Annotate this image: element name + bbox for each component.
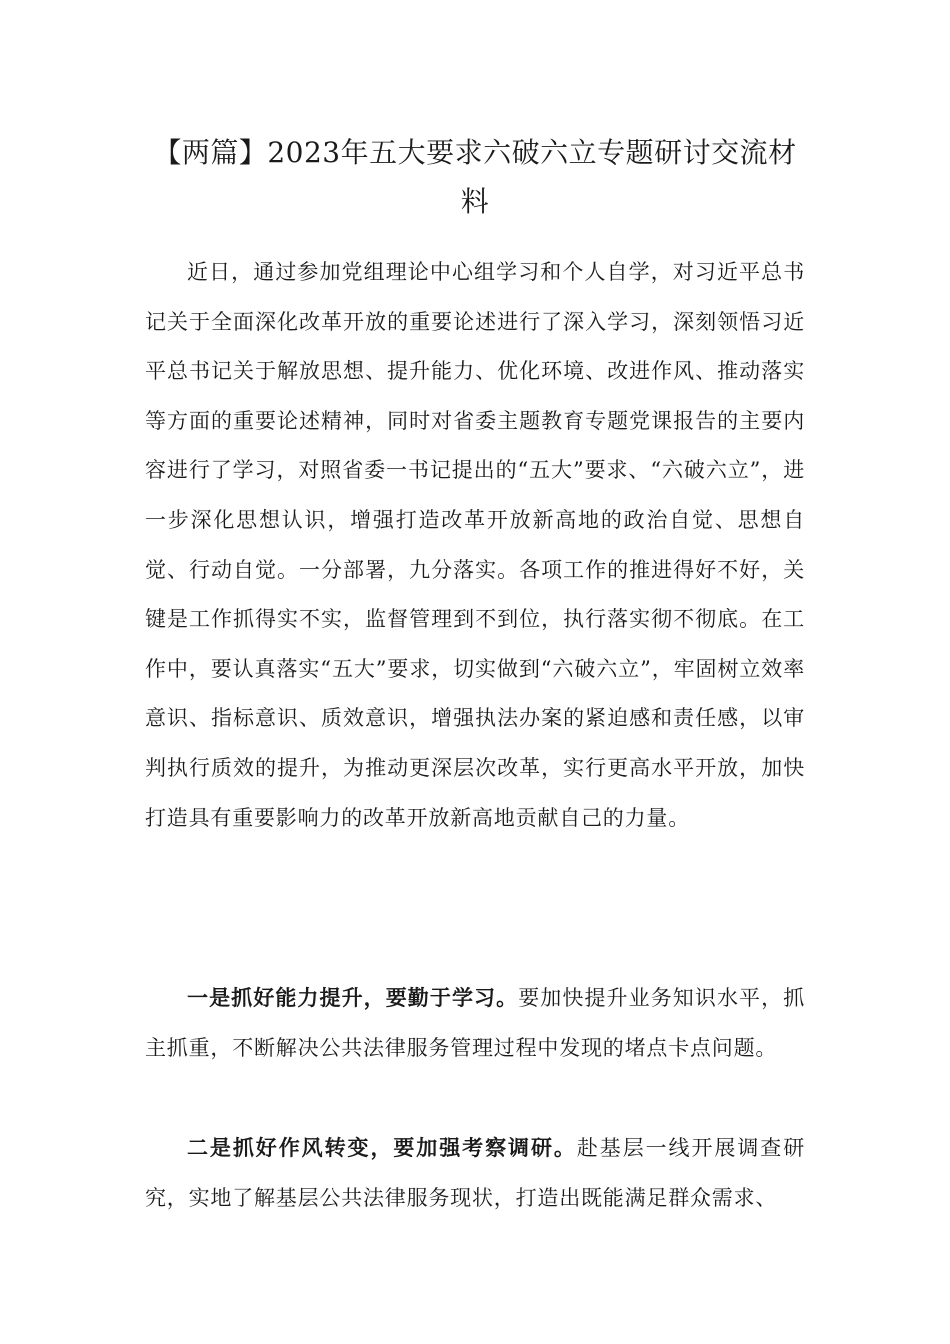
document-title: 【两篇】2023年五大要求六破六立专题研讨交流材料 <box>153 136 797 218</box>
point-one-lead: 一是抓好能力提升，要勤于学习。 <box>187 985 519 1010</box>
point-one-text: 要加快提升业务知识水平，抓主抓重，不断解决公共法律服务管理过程中发现的堵点卡点问题。 <box>145 986 805 1060</box>
point-two-paragraph <box>145 1123 805 1223</box>
point-one-paragraph <box>145 973 805 1073</box>
intro-paragraph: 近日，通过参加党组理论中心组学习和个人自学，对习近平总书记关于全面深化改革开放的重要论述进行了深入学习，深刻领悟习近平总书记关于解放思想、提升能力、优化环境、改进作风、推动落实等方面的重要论述精神，同时对省委主题教育专题党课报告的主要内容进行了学习，对照省委一书记提出的“五大”要求、“六破六立”，进一步深化思想认识，增强打造改革开放新高地的政治自觉、思想自觉、行动自觉。一分部署，九分落实。各项工作的推进得好不好，关键是工作抓得实不实，监督管理到不到位，执行落实彻不彻底。在工作中，要认真落实“五大”要求，切实做到“六破六立”，牢固树立效率意识、指标意识、质效意识，增强执法办案的紧迫感和责任感，以审判执行质效的提升，为推动更深层次改革，实行更高水平开放，加快打造具有重要影响力的改革开放新高地贡献自己的力量。 <box>145 260 805 830</box>
point-two-text: 赴基层一线开展调查研究，实地了解基层公共法律服务现状，打造出既能满足群众需求、 <box>145 1136 806 1210</box>
point-two-lead: 二是抓好作风转变，要加强考察调研。 <box>187 1135 577 1160</box>
